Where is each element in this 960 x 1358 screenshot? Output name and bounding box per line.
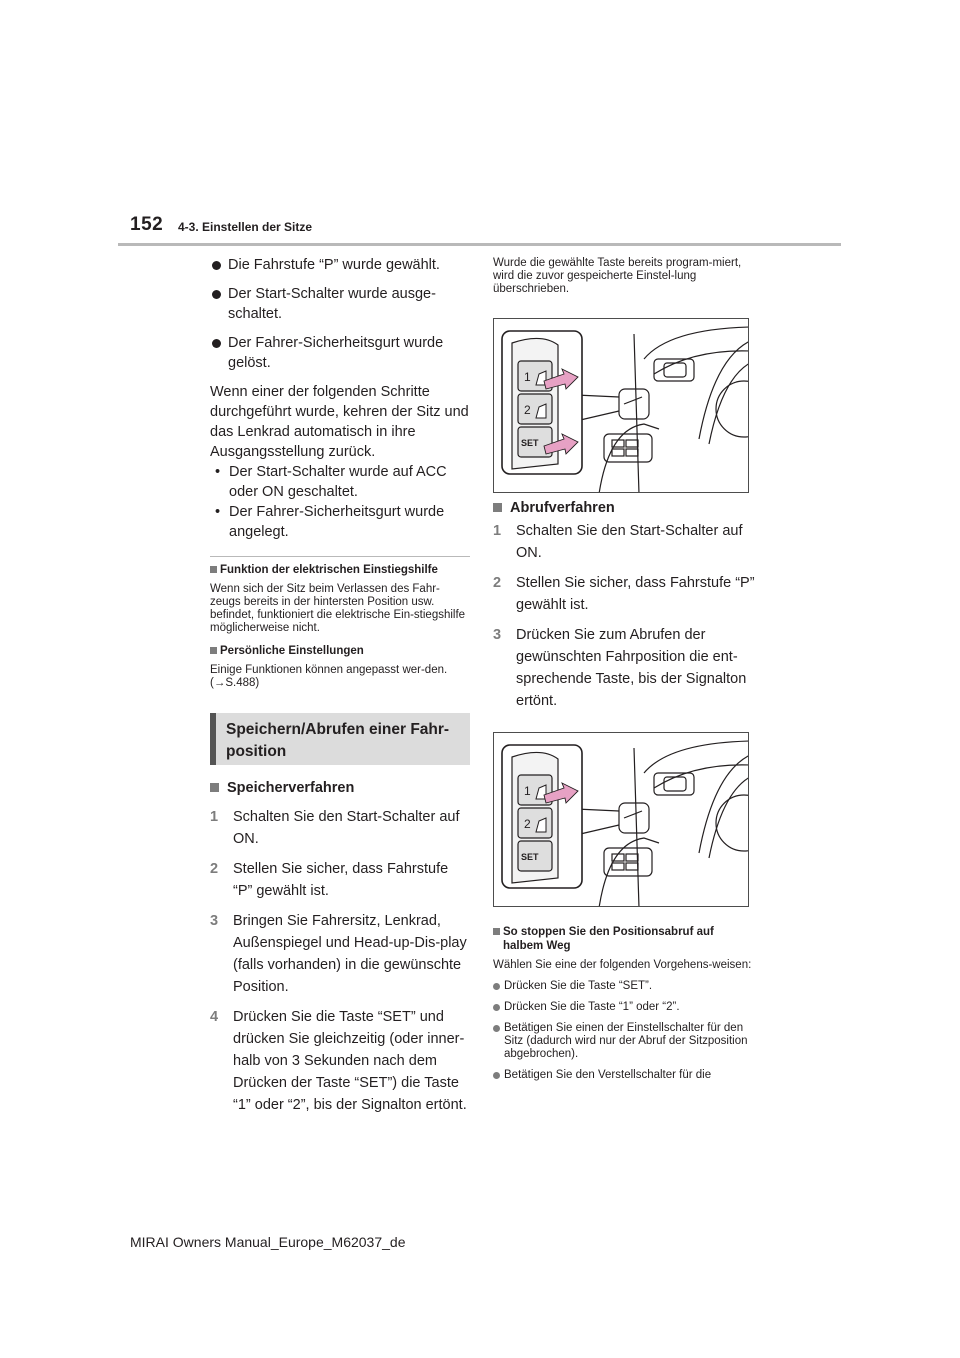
note-text: Einige Funktionen können angepasst wer-den. (→S.488)	[210, 664, 448, 689]
sub-bullet-item	[210, 502, 470, 542]
button-two-label: 2	[524, 403, 531, 417]
step-number: 1	[210, 809, 219, 825]
bullet-dot-icon	[493, 1025, 500, 1032]
button-two-label: 2	[524, 817, 531, 831]
section-heading-box: Speichern/Abrufen einer Fahr-position	[210, 713, 470, 765]
bullet-dot-icon	[212, 290, 221, 299]
step-text: Drücken Sie zum Abrufen der gewünschten Fahrposition die ent-sprechende Taste, bis der Signalton ertönt.	[516, 627, 747, 709]
note-title: Persönliche Einstellungen	[220, 645, 364, 657]
note-bullet-text: Betätigen Sie einen der Einstellschalter für den Sitz (dadurch wird nur der Abruf der Sitzposition abgebrochen).	[504, 1022, 748, 1060]
step-text: Drücken Sie die Taste “SET” und drücken Sie gleichzeitig (oder inner-halb von 3 Sekunden nach dem Drücken der Taste “SET”) die Taste “1” oder “2”, bis der Signalton ertönt.	[233, 1009, 467, 1113]
step-number: 3	[210, 913, 219, 929]
memory-button-illustration-set	[493, 318, 749, 493]
page-footer: MIRAI Owners Manual_Europe_M62037_de	[130, 1234, 406, 1250]
note-heading	[210, 644, 470, 658]
note-intro: Wählen Sie eine der folgenden Vorgehens-weisen:	[493, 959, 752, 971]
note-heading	[210, 563, 470, 577]
note-divider	[210, 556, 470, 557]
paragraph: Wenn einer der folgenden Schritte durchgeführt wurde, kehren der Sitz und das Lenkrad automatisch in ihre Ausgangsstellung zurück.	[210, 384, 469, 460]
bullet-item	[210, 333, 470, 373]
procedure-heading	[210, 778, 470, 798]
bullet-text: Der Start-Schalter wurde ausge-schaltet.	[228, 286, 436, 322]
seat-memory-recall-diagram	[494, 733, 749, 907]
bullet-text: Die Fahrstufe “P” wurde gewählt.	[228, 257, 440, 273]
note-bullet-item	[493, 1001, 755, 1014]
section-title: 4-3. Einstellen der Sitze	[178, 220, 313, 234]
note-bullet-item	[493, 1022, 755, 1061]
step-text: Stellen Sie sicher, dass Fahrstufe “P” gewählt ist.	[233, 861, 449, 899]
step-number: 3	[493, 627, 502, 643]
procedure-title: Speicherverfahren	[227, 780, 355, 796]
square-marker-icon	[210, 783, 219, 792]
sub-bullet-text: Der Fahrer-Sicherheitsgurt wurde angelegt.	[229, 504, 445, 540]
note-bullet-text: Drücken Sie die Taste “SET”.	[504, 980, 653, 992]
bullet-dot-icon	[493, 1072, 500, 1079]
step-item	[493, 572, 755, 616]
step-item	[210, 910, 470, 998]
note-title: Funktion der elektrischen Einstiegshilfe	[220, 564, 438, 576]
bullet-text: Der Fahrer-Sicherheitsgurt wurde gelöst.	[228, 335, 444, 371]
square-marker-icon	[210, 647, 217, 654]
intro-text: Wurde die gewählte Taste bereits program-miert, wird die zuvor gespeicherte Einstel-lung überschrieben.	[493, 257, 742, 295]
seat-memory-set-diagram	[494, 319, 749, 493]
sub-bullet-marker: •	[215, 464, 221, 480]
step-number: 1	[493, 523, 502, 539]
procedure-title: Abrufverfahren	[510, 500, 615, 516]
step-text: Schalten Sie den Start-Schalter auf ON.	[233, 809, 460, 847]
step-item	[210, 1006, 470, 1116]
bullet-dot-icon	[493, 1004, 500, 1011]
note-text: Wenn sich der Sitz beim Verlassen des Fahr-zeugs bereits in der hintersten Position usw. befindet, funktioniert die elektrische Ein-stiegshilfe möglicherweise nicht.	[210, 583, 466, 634]
step-number: 2	[493, 575, 502, 591]
procedure-heading	[493, 498, 755, 518]
square-marker-icon	[493, 503, 502, 512]
step-item	[210, 806, 470, 850]
note-bullet-item	[493, 980, 755, 993]
bullet-item	[210, 284, 470, 324]
right-column	[493, 255, 755, 1082]
page-number: 152	[130, 214, 164, 235]
note-heading	[493, 925, 755, 953]
step-item	[493, 520, 755, 564]
button-set-label: SET	[521, 852, 539, 862]
bullet-dot-icon	[212, 339, 221, 348]
button-one-label: 1	[524, 784, 531, 798]
step-number: 4	[210, 1009, 219, 1025]
note-title: So stoppen Sie den Positionsabruf auf halbem Weg	[503, 926, 714, 952]
header-rule	[118, 243, 841, 246]
bullet-item	[210, 255, 470, 275]
square-marker-icon	[210, 566, 217, 573]
note-bullet-text: Betätigen Sie den Verstellschalter für die	[504, 1069, 712, 1081]
button-set-label: SET	[521, 438, 539, 448]
sub-bullet-marker: •	[215, 504, 221, 520]
button-one-label: 1	[524, 370, 531, 384]
sub-bullet-text: Der Start-Schalter wurde auf ACC oder ON geschaltet.	[229, 464, 447, 500]
step-text: Stellen Sie sicher, dass Fahrstufe “P” gewählt ist.	[516, 575, 755, 613]
step-text: Bringen Sie Fahrersitz, Lenkrad, Außenspiegel und Head-up-Dis-play (falls vorhanden) in die gewünschte Position.	[233, 913, 467, 995]
bullet-dot-icon	[212, 261, 221, 270]
note-bullet-item	[493, 1069, 755, 1082]
square-marker-icon	[493, 928, 500, 935]
step-item	[493, 624, 755, 712]
step-text: Schalten Sie den Start-Schalter auf ON.	[516, 523, 743, 561]
step-item	[210, 858, 470, 902]
memory-button-illustration-recall	[493, 732, 749, 907]
step-number: 2	[210, 861, 219, 877]
left-column	[210, 255, 470, 1116]
note-bullet-text: Drücken Sie die Taste “1” oder “2”.	[504, 1001, 680, 1013]
sub-bullet-item	[210, 462, 470, 502]
bullet-dot-icon	[493, 983, 500, 990]
